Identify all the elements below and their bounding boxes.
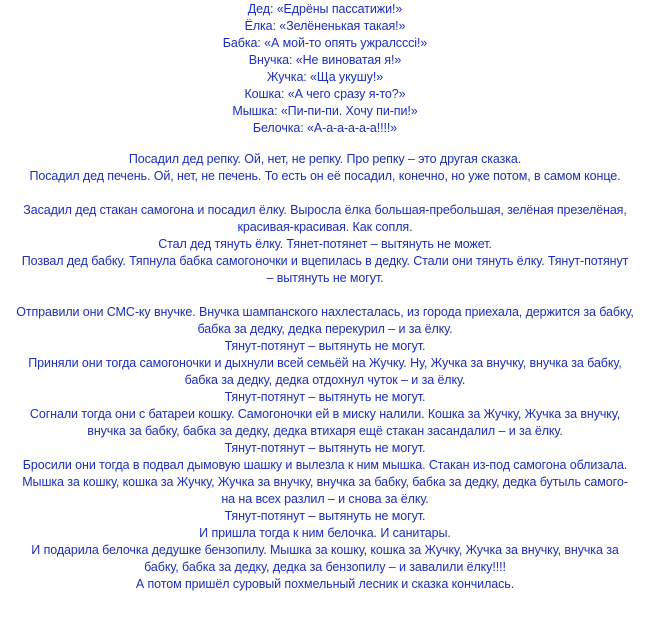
cast-line-ded: Дед: «Едрёны пассатижи!» xyxy=(247,2,403,16)
cast-line-yolka: Ёлка: «Зелёненькая такая!» xyxy=(244,19,406,33)
story-line: И подарила белочка дедушке бензопилу. Мышка за кошку, кошка за Жучку, Жучка за внучку, внучка за xyxy=(31,543,619,557)
story-line: – вытянуть не могут. xyxy=(266,271,384,285)
cast-line-babka: Бабка: «А мой-то опять ужралсссі!» xyxy=(222,36,428,50)
story-line: Бросили они тогда в подвал дымовую шашку и вылезла к ним мышка. Стакан из-под самогона облизала. xyxy=(22,458,628,472)
story-line: на на всех разлил – и снова за ёлку. xyxy=(221,492,429,506)
cast-line-koshka: Кошка: «А чего сразу я-то?» xyxy=(244,87,406,101)
cast-line-myshka: Мышка: «Пи-пи-пи. Хочу пи-пи!» xyxy=(232,104,418,118)
story-line: И пришла тогда к ним белочка. И санитары. xyxy=(199,526,451,540)
story-line: Стал дед тянуть ёлку. Тянет-потянет – вытянуть не может. xyxy=(158,237,492,251)
story-line: Позвал дед бабку. Тяпнула бабка самогоночки и вцепилась в дедку. Стали они тянуть ёлку. Тянут-потянут xyxy=(21,254,629,268)
story-line: бабка за дедку, дедка отдохнул чуток – и за ёлку. xyxy=(184,373,466,387)
part-two-paragraph xyxy=(0,304,650,593)
story-line: Тянут-потянут – вытянуть не могут. xyxy=(224,390,426,404)
cast-line-zhuchka: Жучка: «Ща укушу!» xyxy=(266,70,384,84)
part-one-paragraph xyxy=(0,202,650,287)
story-line: Тянут-потянут – вытянуть не могут. xyxy=(224,339,426,353)
story-line: красивая-красивая. Как сопля. xyxy=(237,220,413,234)
cast-line-vnuchka: Внучка: «Не виноватая я!» xyxy=(248,53,402,67)
story-line: Засадил дед стакан самогона и посадил ёлку. Выросла ёлка большая-пребольшая, зелёная презелёная, xyxy=(23,203,627,217)
cast-list xyxy=(0,1,650,137)
story-line: Тянут-потянут – вытянуть не могут. xyxy=(224,509,426,523)
story-line: Приняли они тогда самогоночки и дыхнули всей семьёй на Жучку. Ну, Жучка за внучку, внучка за бабку, xyxy=(28,356,622,370)
story-line: Мышка за кошку, кошка за Жучку, Жучка за внучку, внучка за бабку, бабка за дедку, дедка бутыль самого- xyxy=(22,475,628,489)
story-line: А потом пришёл суровый похмельный лесник и сказка кончилась. xyxy=(135,577,515,591)
story-line: бабка за дедку, дедка перекурил – и за ёлку. xyxy=(197,322,453,336)
story-line: Согнали тогда они с батареи кошку. Самогоночки ей в миску налили. Кошка за Жучку, Жучка за внучку, xyxy=(29,407,621,421)
intro-paragraph xyxy=(0,151,650,185)
story-line: Тянут-потянут – вытянуть не могут. xyxy=(224,441,426,455)
story-line: Отправили они СМС-ку внучке. Внучка шампанского нахлесталась, из города приехала, держится за бабку, xyxy=(16,305,634,319)
intro-line: Посадил дед репку. Ой, нет, не репку. Про репку – это другая сказка. xyxy=(128,152,522,166)
cast-line-belochka: Белочка: «А-а-а-а-а-а!!!!» xyxy=(252,121,398,135)
intro-line: Посадил дед печень. Ой, нет, не печень. То есть он её посадил, конечно, но уже потом, в самом конце. xyxy=(29,169,621,183)
story-line: бабку, бабка за дедку, дедка за бензопилу – и завалили ёлку!!!! xyxy=(144,560,506,574)
story-line: внучка за бабку, бабка за дедку, дедка втихаря ещё стакан засандалил – и за ёлку. xyxy=(87,424,563,438)
